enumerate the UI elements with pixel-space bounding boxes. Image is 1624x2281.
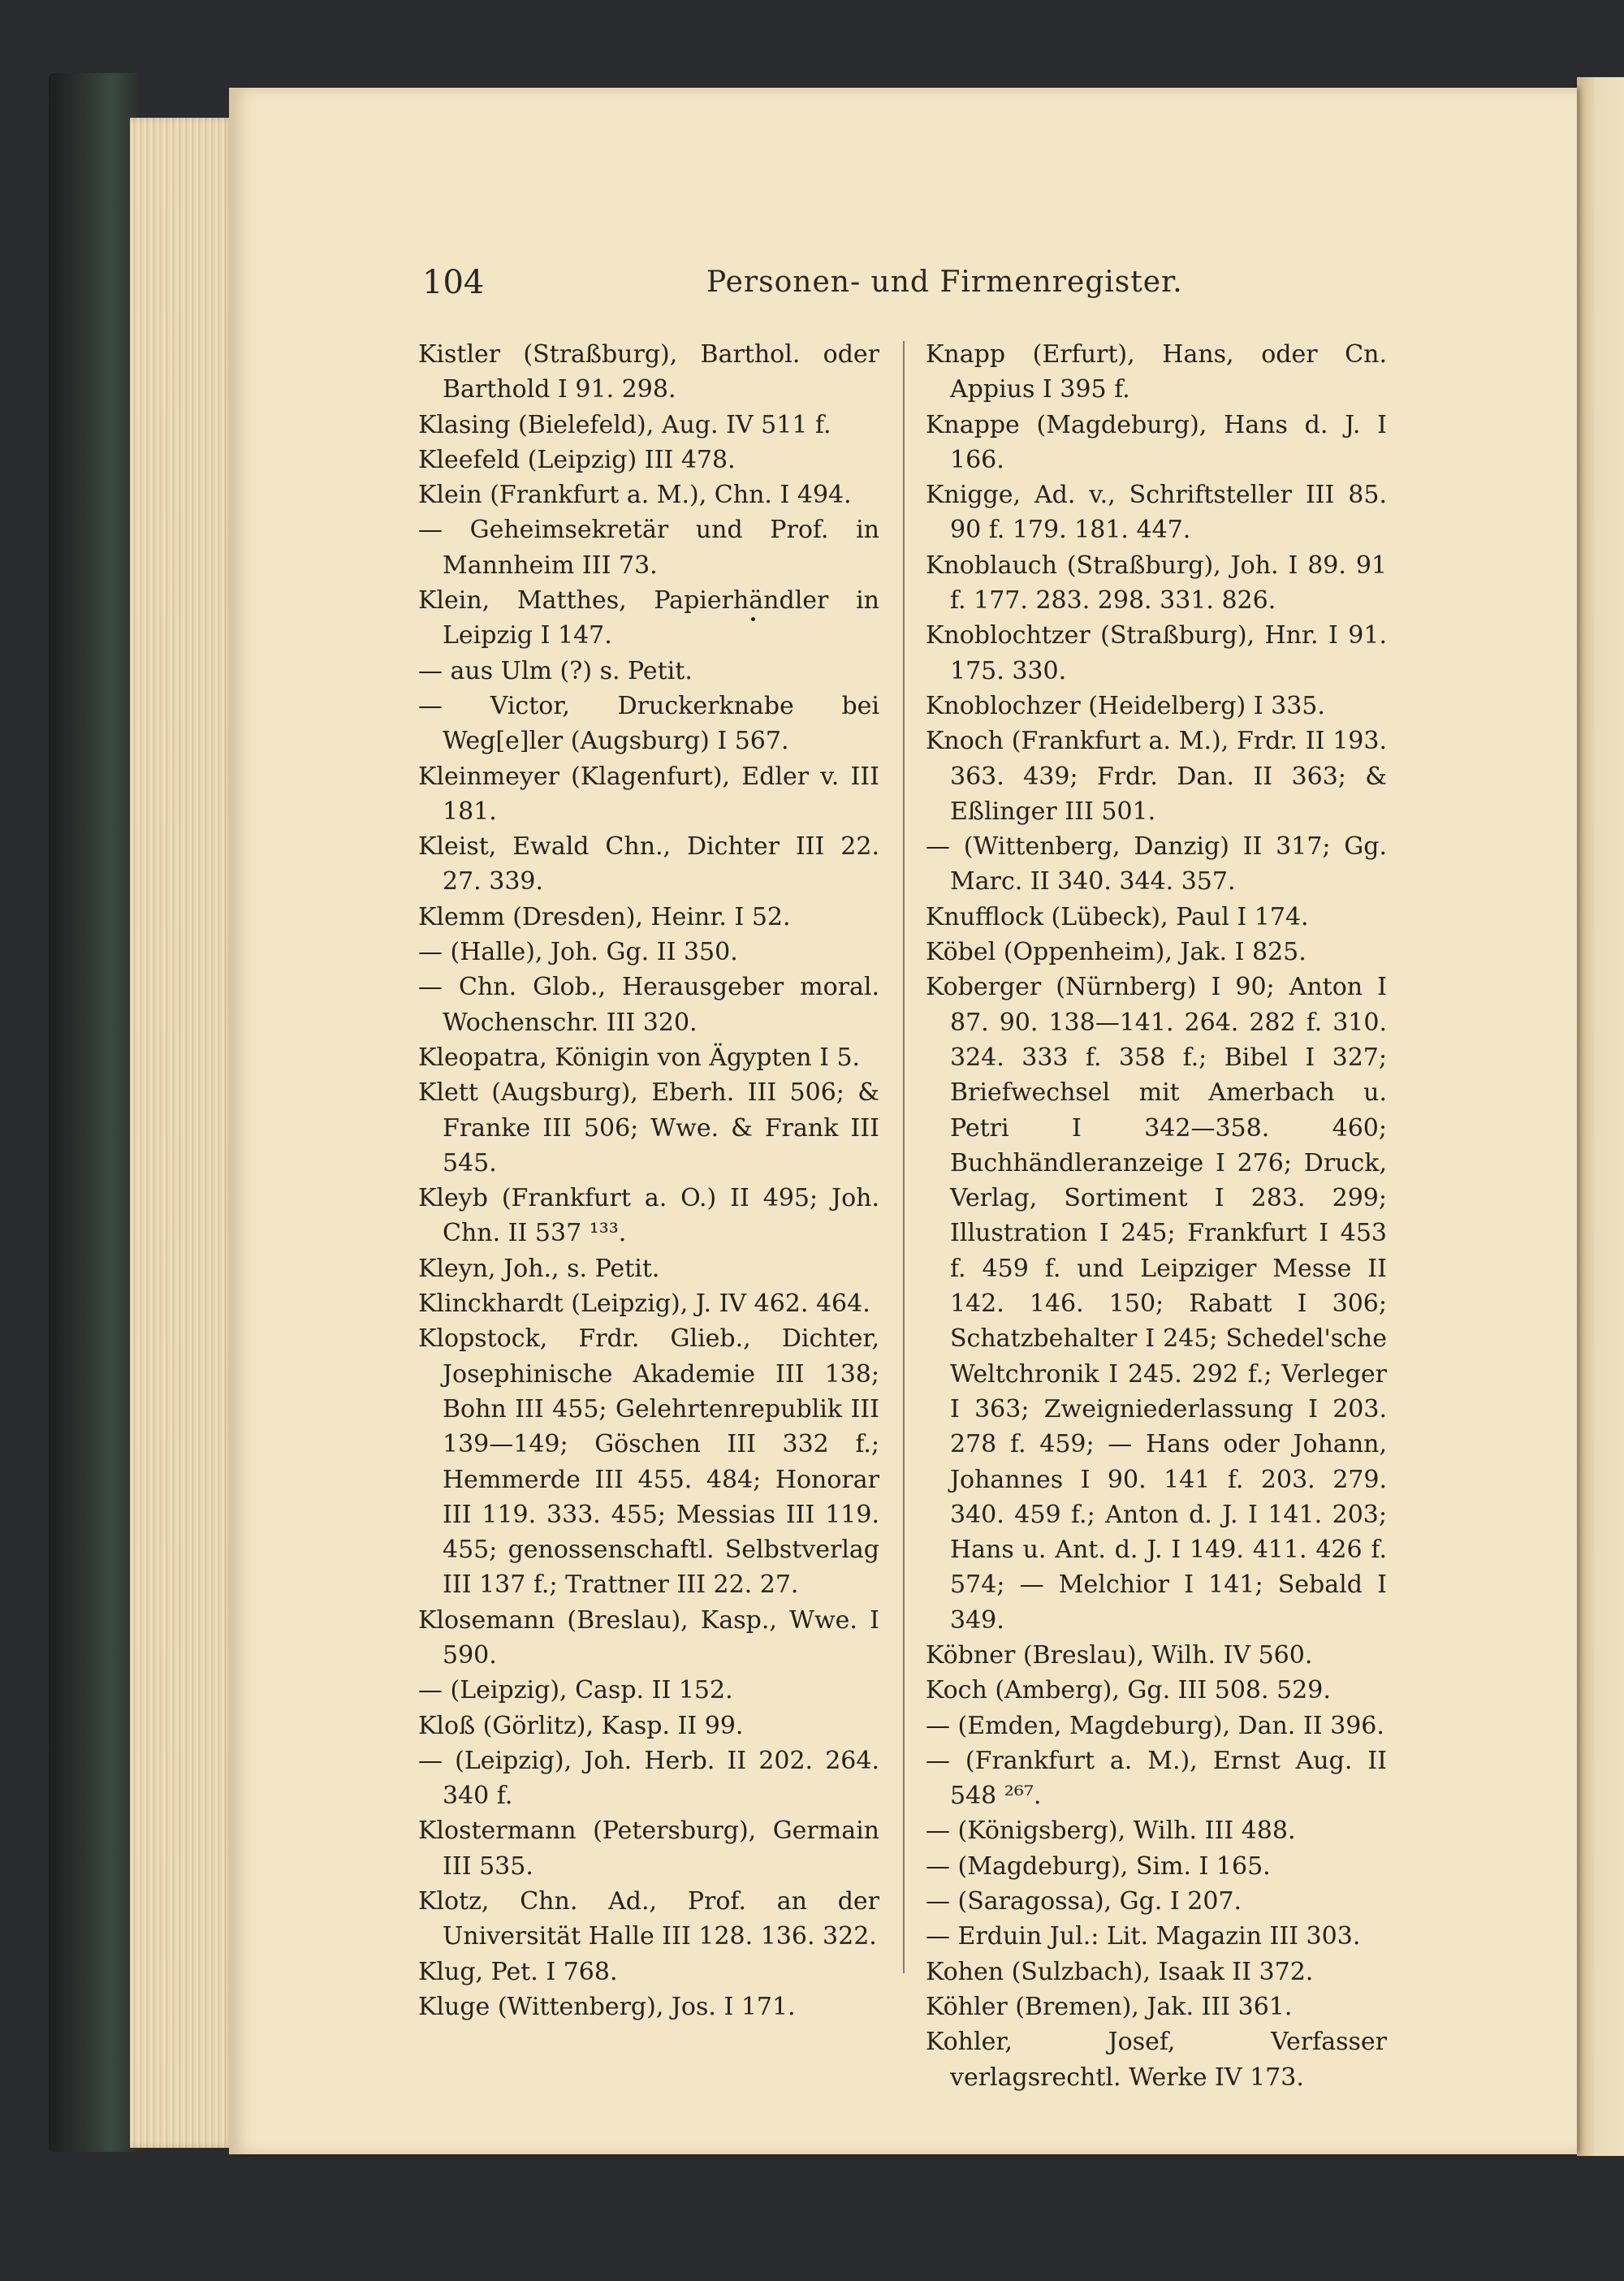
- page-header: [422, 264, 1462, 313]
- book-cover: [49, 73, 138, 2152]
- register-entry: Klein, Matthes, Papierhändler in Leipzig I 147.: [418, 586, 879, 650]
- register-entry: Klein (Frankfurt a. M.), Chn. I 494.: [418, 481, 852, 510]
- register-entry: — (Königsberg), Wilh. III 488.: [926, 1817, 1296, 1846]
- register-entry: Kohler, Josef, Verfasser verlagsrechtl. Werke IV 173.: [926, 2028, 1387, 2092]
- register-entry: Kleist, Ewald Chn., Dichter III 22. 27. 339.: [418, 832, 879, 896]
- ink-speck: [751, 617, 755, 621]
- register-entry: Köbel (Oppenheim), Jak. I 825.: [926, 938, 1307, 967]
- register-entry: Knigge, Ad. v., Schriftsteller III 85. 90 f. 179. 181. 447.: [926, 481, 1387, 545]
- register-entry: Köbner (Breslau), Wilh. IV 560.: [926, 1640, 1313, 1670]
- register-entry: Knoch (Frankfurt a. M.), Frdr. II 193. 363. 439; Frdr. Dan. II 363; & Eßlinger III 501.: [926, 727, 1387, 826]
- next-page-edge: [1577, 77, 1624, 2156]
- register-entry: — aus Ulm (?) s. Petit.: [418, 656, 693, 685]
- register-entry: Kluge (Wittenberg), Jos. I 171.: [418, 1992, 796, 2021]
- register-entry: Knappe (Magdeburg), Hans d. J. I 166.: [926, 410, 1387, 474]
- register-entry: — (Leipzig), Casp. II 152.: [418, 1676, 733, 1705]
- register-entry: Klostermann (Petersburg), Germain III 535.: [418, 1817, 879, 1881]
- column-divider: [903, 341, 905, 1973]
- register-entry: Klasing (Bielefeld), Aug. IV 511 f.: [418, 410, 831, 439]
- register-entry: — Victor, Druckerknabe bei Weg[e]ler (Augsburg) I 567.: [418, 691, 879, 756]
- register-entry: Klosemann (Breslau), Kasp., Wwe. I 590.: [418, 1605, 879, 1670]
- register-entry: — (Wittenberg, Danzig) II 317; Gg. Marc. II 340. 344. 357.: [926, 832, 1387, 896]
- register-entry: Kleopatra, Königin von Ägypten I 5.: [418, 1043, 861, 1072]
- register-entry: — Chn. Glob., Herausgeber moral. Wochenschr. III 320.: [418, 973, 879, 1037]
- running-head: Personen- und Firmenregister.: [706, 266, 1183, 299]
- register-entry: Klemm (Dresden), Heinr. I 52.: [418, 902, 791, 931]
- register-entry: Knapp (Erfurt), Hans, oder Cn. Appius I 395 f.: [926, 340, 1387, 404]
- register-entry: Knufflock (Lübeck), Paul I 174.: [926, 902, 1309, 931]
- register-entry: Kistler (Straßburg), Barthol. oder Barthold I 91. 298.: [418, 340, 879, 404]
- register-entry: — (Leipzig), Joh. Herb. II 202. 264. 340 f.: [418, 1746, 879, 1811]
- register-column-left: [418, 337, 879, 2024]
- register-entry: Klett (Augsburg), Eberh. III 506; & Franke III 506; Wwe. & Frank III 545.: [418, 1078, 879, 1177]
- register-entry: Kohen (Sulzbach), Isaak II 372.: [926, 1957, 1314, 1986]
- register-column-right: [926, 337, 1387, 2095]
- register-entry: Knoblochtzer (Straßburg), Hnr. I 91. 175. 330.: [926, 621, 1387, 685]
- page-number: 104: [422, 264, 485, 301]
- register-entry: Knoblochzer (Heidelberg) I 335.: [926, 691, 1325, 720]
- register-entry: Koberger (Nürnberg) I 90; Anton I 87. 90. 138—141. 264. 282 f. 310. 324. 333 f. 358 f.; Bibel I 327; Briefwechsel mit Amerbach u. Petri I 342—358. 460; Buchhändleranzeige I 276; Druck, Verlag, Sortiment I 283. 299; Illustration I 245; Frankfurt I 453 f. 459 f. und Leipziger Messe II 142. 146. 150; Rabatt I 306; Schatzbehalter I 245; Schedel'sche Weltchronik I 245. 292 f.; Verleger I 363; Zweigniederlassung I 203. 278 f. 459; — Hans oder Johann, Johannes I 90. 141 f. 203. 279. 340. 459 f.; Anton d. J. I 141. 203; Hans u. Ant. d. J. I 149. 411. 426 f. 574; — Melchior I 141; Sebald I 349.: [926, 973, 1387, 1635]
- register-entry: Koch (Amberg), Gg. III 508. 529.: [926, 1676, 1331, 1705]
- page-edges: [130, 118, 235, 2148]
- register-entry: — (Emden, Magdeburg), Dan. II 396.: [926, 1711, 1384, 1740]
- register-entry: Klinckhardt (Leipzig), J. IV 462. 464.: [418, 1290, 870, 1319]
- register-entry: — (Halle), Joh. Gg. II 350.: [418, 938, 738, 967]
- register-entry: Köhler (Bremen), Jak. III 361.: [926, 1992, 1293, 2021]
- register-entry: Klopstock, Frdr. Glieb., Dichter, Josephinische Akademie III 138; Bohn III 455; Gelehrtenrepublik III 139—149; Göschen III 332 f.; Hemmerde III 455. 484; Honorar III 119. 333. 455; Messias III 119. 455; genossenschaftl. Selbstverlag III 137 f.; Trattner III 22. 27.: [418, 1324, 879, 1600]
- register-entry: Klotz, Chn. Ad., Prof. an der Universität Halle III 128. 136. 322.: [418, 1887, 879, 1951]
- register-entry: Kleefeld (Leipzig) III 478.: [418, 445, 736, 474]
- register-entry: — (Saragossa), Gg. I 207.: [926, 1887, 1242, 1916]
- register-entry: Klug, Pet. I 768.: [418, 1957, 618, 1986]
- register-entry: Kleinmeyer (Klagenfurt), Edler v. III 181.: [418, 762, 879, 826]
- register-entry: — (Magdeburg), Sim. I 165.: [926, 1851, 1271, 1881]
- register-entry: Kleyb (Frankfurt a. O.) II 495; Joh. Chn. II 537 ¹³³.: [418, 1184, 879, 1248]
- register-entry: Kleyn, Joh., s. Petit.: [418, 1254, 660, 1283]
- register-entry: — (Frankfurt a. M.), Ernst Aug. II 548 ²⁶⁷.: [926, 1746, 1387, 1811]
- register-entry: Knoblauch (Straßburg), Joh. I 89. 91 f. 177. 283. 298. 331. 826.: [926, 551, 1387, 616]
- register-entry: Kloß (Görlitz), Kasp. II 99.: [418, 1711, 744, 1740]
- register-entry: — Geheimsekretär und Prof. in Mannheim III 73.: [418, 516, 879, 580]
- register-entry: — Erduin Jul.: Lit. Magazin III 303.: [926, 1922, 1361, 1951]
